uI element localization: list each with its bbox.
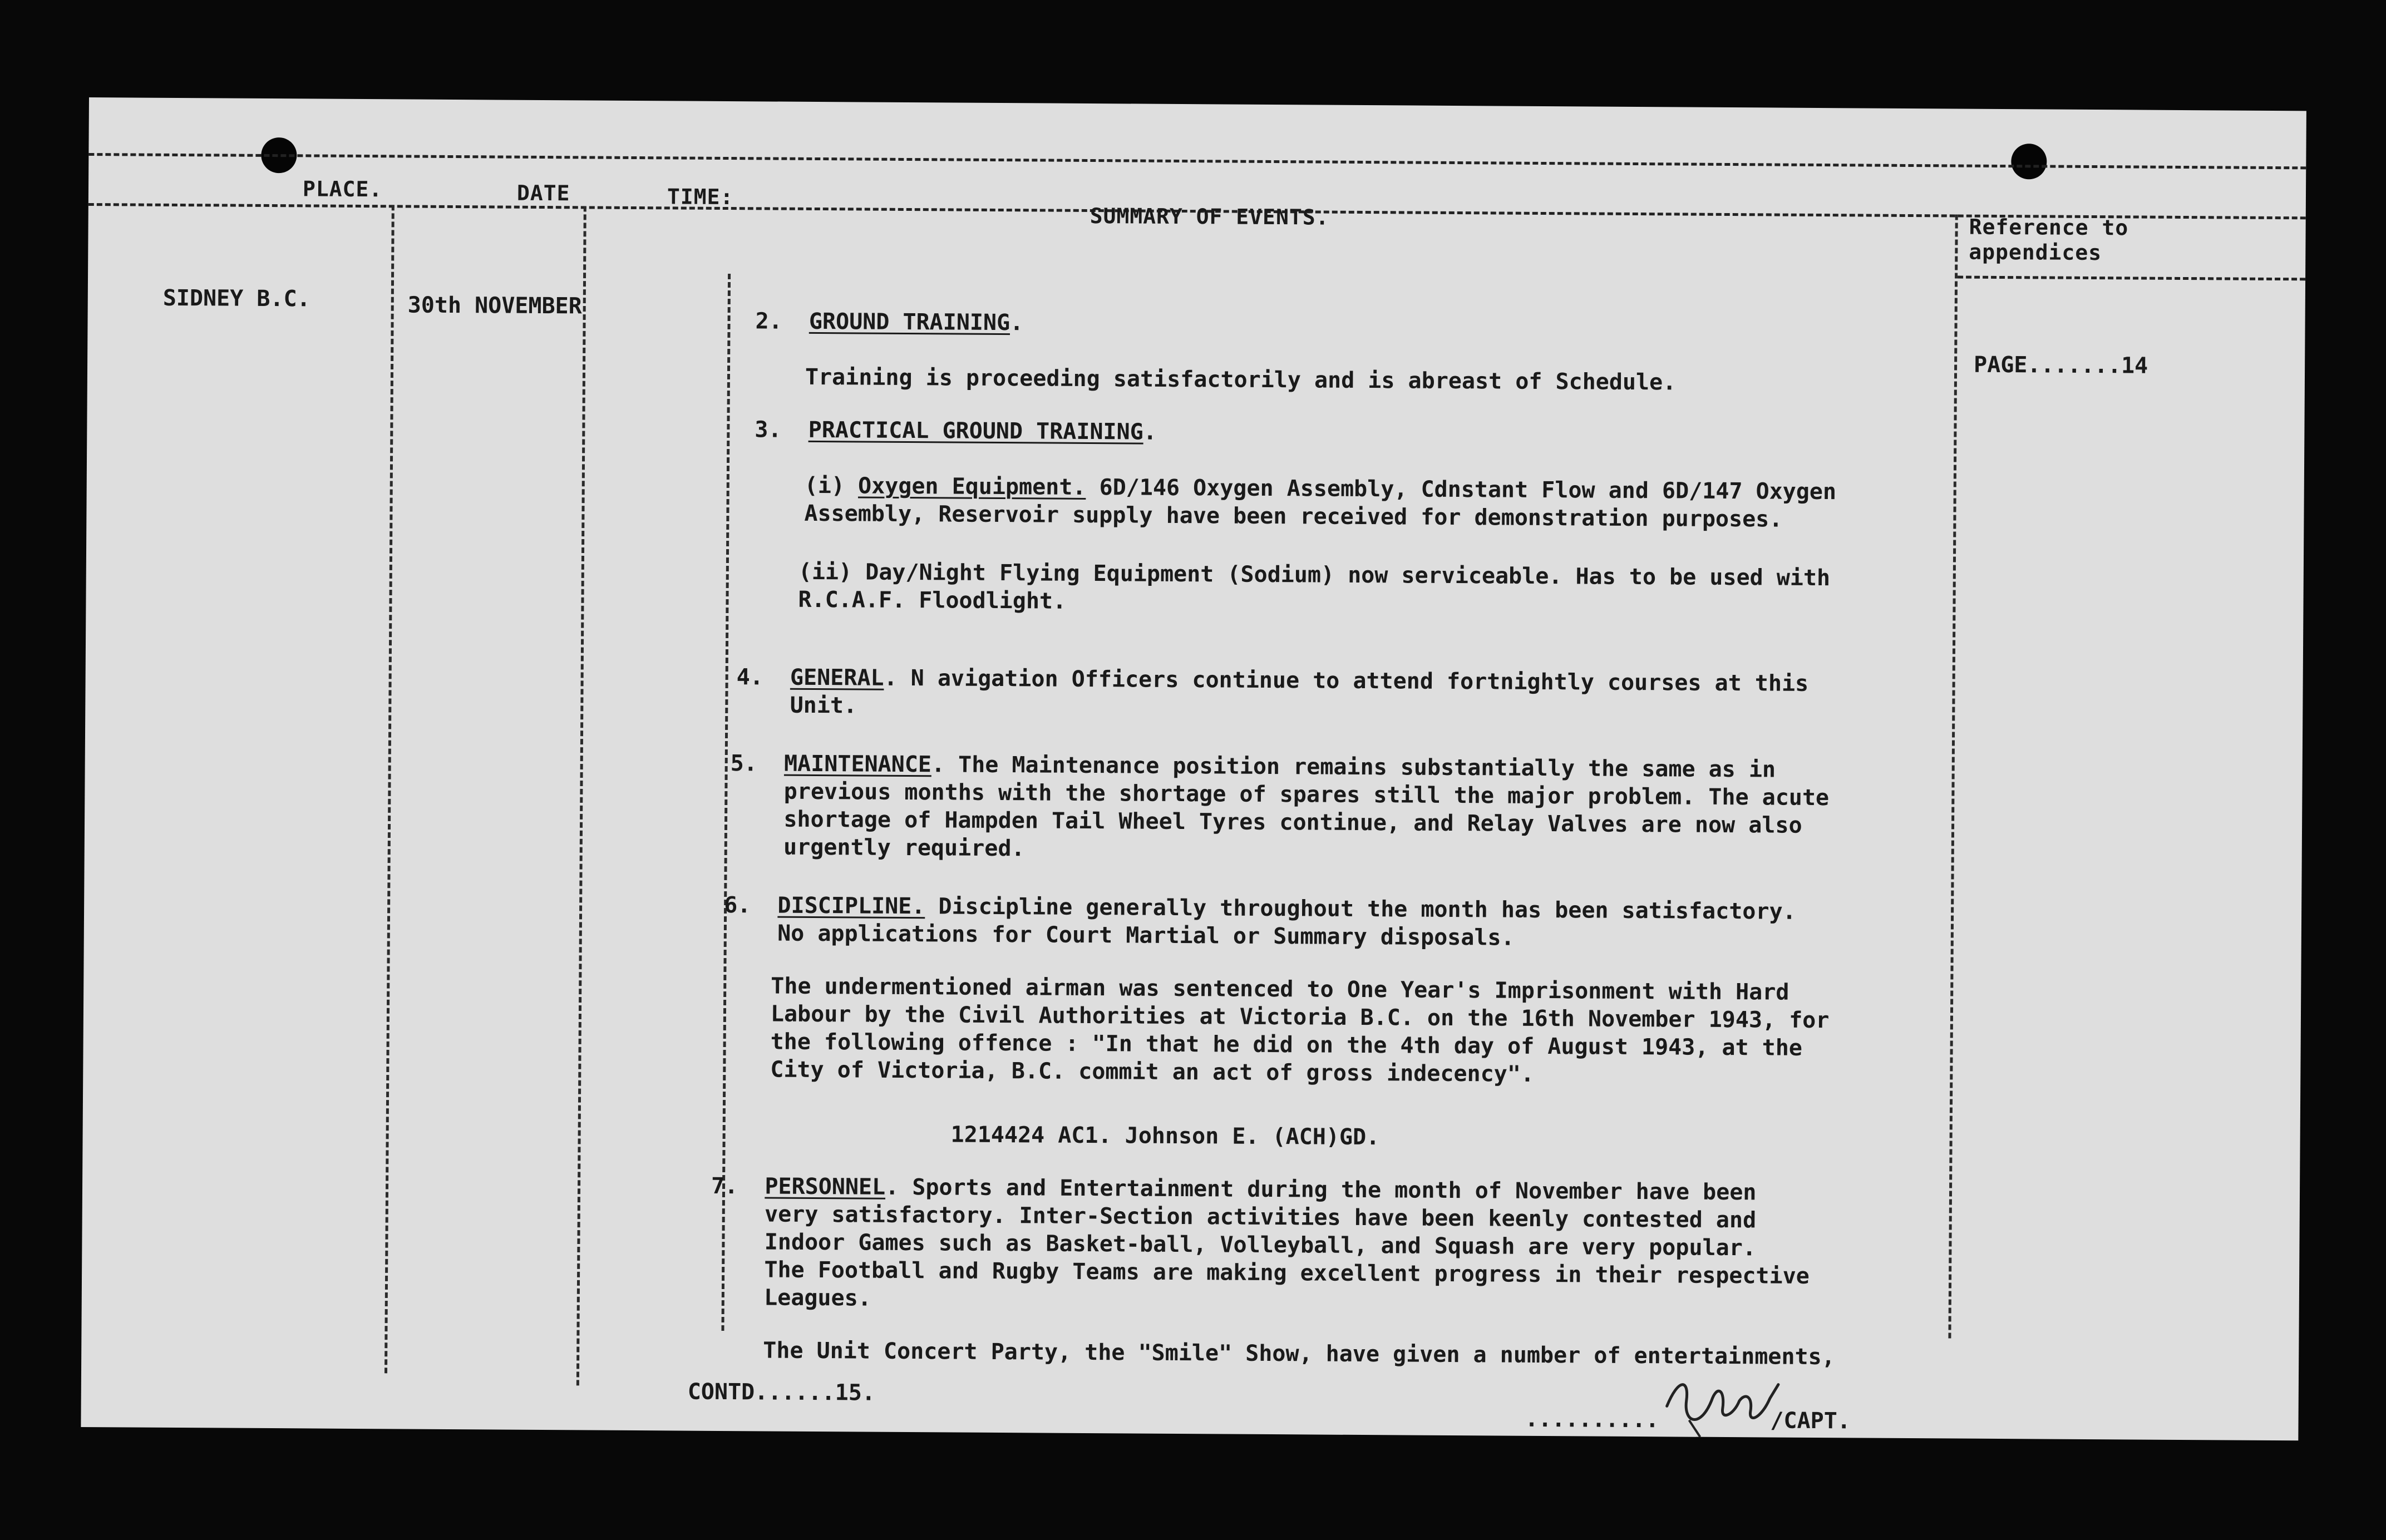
item-number: 2.	[755, 308, 782, 334]
top-rule	[88, 153, 2306, 169]
item-ground-training-text: Training is proceeding satisfactorily and is abreast of Schedule.	[805, 364, 1677, 396]
item-personnel: 7. PERSONNEL. Sports and Entertainment during the month of November have been very satisfactory. Inter-Section activities have been keenly contested and Indoor Games such as Basket-ball, Volleyball, and Squash are very popular. The Football and Rugby Teams are making excellent progress in their respective Leagues.	[711, 1173, 1810, 1311]
concert-line: The Unit Concert Party, the "Smile" Show, have given a number of entertainments,	[763, 1337, 1835, 1370]
airman-line: 1214424 AC1. Johnson E. (ACH)GD.	[950, 1122, 1380, 1151]
column-divider-date	[576, 206, 586, 1385]
header-summary: SUMMARY OF EVENTS.	[1090, 203, 1329, 230]
item-title: DISCIPLINE.	[777, 892, 925, 920]
item-number: 6.	[724, 892, 751, 919]
item-practical-training-heading: 3. PRACTICAL GROUND TRAINING.	[755, 417, 1157, 445]
handwritten-signature	[1655, 1367, 1790, 1440]
item-title: PERSONNEL	[765, 1173, 886, 1200]
oxygen-equipment-para: (i) Oxygen Equipment. 6D/146 Oxygen Assembly, Cdnstant Flow and 6D/147 Oxygen Assembly, Reservoir supply have been received for demonstration purposes.	[804, 472, 1837, 532]
header-reference-line1: Reference to	[1969, 214, 2129, 240]
war-diary-page	[81, 97, 2306, 1440]
entry-place: SIDNEY B.C.	[162, 285, 310, 312]
signature-line: .......... /CAPT.	[1525, 1406, 1851, 1434]
punch-hole-right	[2011, 144, 2047, 179]
item-title: GROUND TRAINING	[809, 308, 1010, 336]
entry-page-reference: PAGE.......14	[1973, 352, 2148, 379]
header-reference-line2: appendices	[1969, 239, 2102, 265]
item-ground-training-heading: 2. GROUND TRAINING.	[755, 308, 1024, 336]
item-number: 3.	[755, 417, 782, 443]
continued-marker: CONTD......15.	[687, 1379, 876, 1406]
column-divider-reference	[1948, 214, 1958, 1338]
day-night-equipment-para: (ii) Day/Night Flying Equipment (Sodium) now serviceable. Has to be used with R.C.A.F. Floodlight.	[798, 559, 1831, 614]
entry-date: 30th NOVEMBER	[407, 292, 582, 319]
item-discipline: 6. DISCIPLINE. Discipline generally throughout the month has been satisfactory. No applications for Court Martial or Summary disposals.	[724, 892, 1796, 951]
oxygen-equipment-title: Oxygen Equipment.	[857, 473, 1086, 500]
header-time: TIME:	[667, 184, 734, 210]
item-title: PRACTICAL GROUND TRAINING	[808, 417, 1143, 445]
item-number: 5.	[730, 751, 758, 777]
item-number: 4.	[736, 664, 763, 690]
reference-header-rule	[1958, 276, 2305, 281]
item-maintenance: 5. MAINTENANCE. The Maintenance position remains substantially the same as in previous months with the shortage of spares still the major problem. The acute shortage of Hampden Tail Wheel Tyres continue, and Relay Valves are now also urgently required.	[730, 751, 1830, 862]
sentence-para: The undermentioned airman was sentenced to One Year's Imprisonment with Hard Labour by the Civil Authorities at Victoria B.C. on the 16th November 1943, for the following offence : "In that he did on the 4th day of August 1943, at the City of Victoria, B.C. commit an act of gross indecency".	[770, 973, 1830, 1087]
header-date: DATE	[516, 180, 570, 206]
item-number: 7.	[711, 1173, 738, 1200]
header-place: PLACE.	[302, 176, 383, 202]
item-title: MAINTENANCE	[783, 751, 932, 778]
column-divider-place	[384, 205, 395, 1373]
item-general: 4. GENERAL. N avigation Officers continue to attend fortnightly courses at this Unit.	[736, 664, 1809, 719]
item-title: GENERAL	[790, 664, 884, 691]
